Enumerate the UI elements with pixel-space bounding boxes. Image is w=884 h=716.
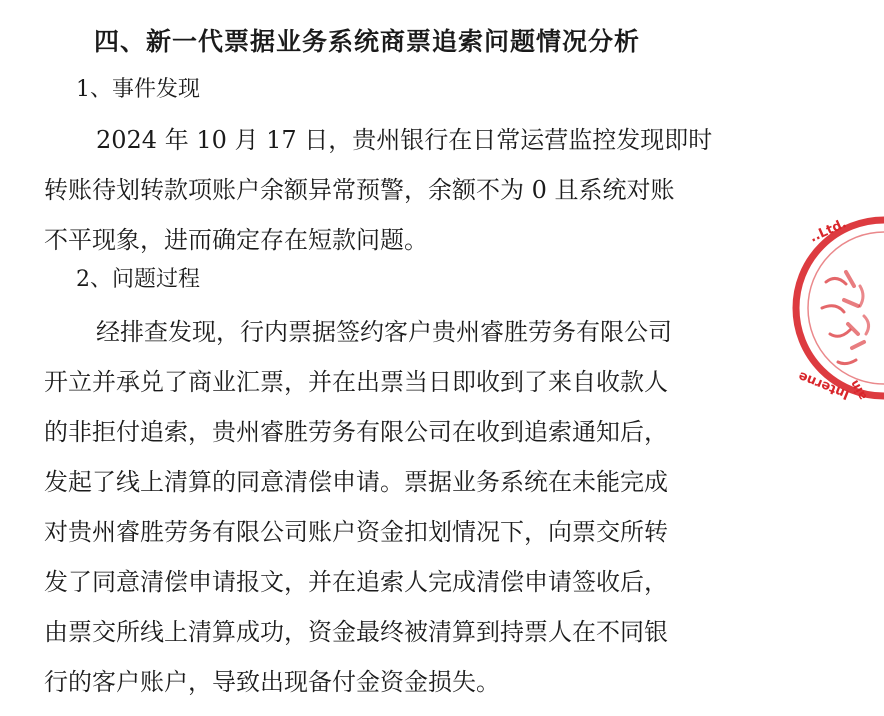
seal-text-top: ..Ltd. [807,216,849,246]
paragraph-line: 2024 年 10 月 17 日，贵州银行在日常运营监控发现即时 [96,126,713,154]
paragraph-line: 经排查发现，行内票据签约客户贵州睿胜劳务有限公司 [96,318,672,346]
section-heading: 四、新一代票据业务系统商票追索问题情况分析 [94,27,641,56]
seal-text-bottom: Interne [796,367,852,402]
seal-text-bottom-right: ain [847,377,870,403]
paragraph-line: 不平现象，进而确定存在短款问题。 [44,226,428,254]
subsection-heading-event-discovery: 1、事件发现 [76,77,200,102]
paragraph-line: 行的客户账户，导致出现备付金资金损失。 [44,668,500,696]
paragraph-event-discovery [44,124,734,274]
paragraph-line: 由票交所线上清算成功，资金最终被清算到持票人在不同银 [44,618,668,646]
paragraph-problem-process [44,316,734,716]
paragraph-line: 对贵州睿胜劳务有限公司账户资金扣划情况下，向票交所转 [44,518,668,546]
seal-icon [786,212,884,412]
paragraph-line: 转账待划转款项账户余额异常预警，余额不为 0 且系统对账 [44,176,675,204]
paragraph-line: 发了同意清偿申请报文，并在追索人完成清偿申请签收后， [44,568,668,596]
paragraph-line: 的非拒付追索，贵州睿胜劳务有限公司在收到追索通知后， [44,418,668,446]
paragraph-line: 发起了线上清算的同意清偿申请。票据业务系统在未能完成 [44,468,668,496]
subsection-heading-problem-process: 2、问题过程 [76,267,200,292]
paragraph-line: 开立并承兑了商业汇票，并在出票当日即收到了来自收款人 [44,368,668,396]
company-seal [786,212,884,412]
